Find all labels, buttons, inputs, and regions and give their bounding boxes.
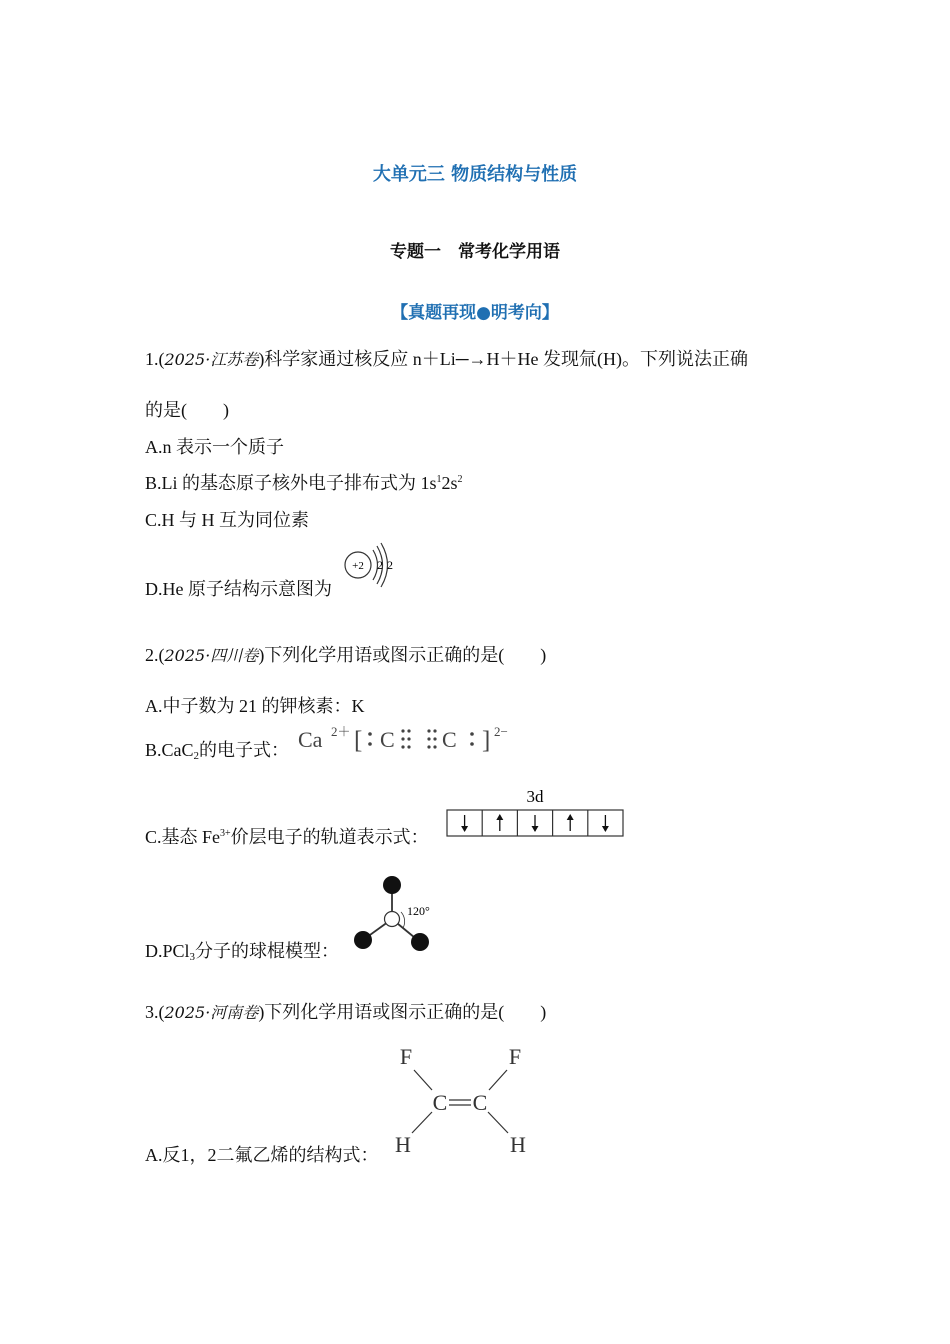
q2-option-c [145, 823, 429, 849]
cac2-cation-charge: 2＋ [331, 724, 351, 739]
cac2-anion-charge: 2− [494, 724, 508, 739]
q2-option-b-text: B.CaC [145, 740, 194, 760]
he-shell2-label: 2 [387, 558, 393, 572]
q1-option-b-mid: 2s [441, 473, 458, 493]
q1-option-b [145, 469, 463, 495]
q2-option-a: A.中子数为 21 的钾核素：K [145, 696, 365, 716]
q2-option-d-text: D.PCl [145, 941, 190, 961]
q1-option-b-sup1: 1 [436, 474, 442, 485]
orbital-arrow-up [496, 814, 503, 831]
angle-label: 120° [407, 904, 430, 918]
q1-stem-cont: 的是( ) [145, 400, 229, 420]
cac2-electron-formula [298, 722, 528, 756]
q2-option-b [145, 736, 289, 762]
pcl3-ball-stick-model [350, 872, 442, 956]
q3-stem [145, 998, 546, 1024]
unit-title: 大单元三 物质结构与性质 [372, 164, 578, 185]
q3-stem-text: )下列化学用语或图示正确的是( ) [258, 1002, 547, 1022]
atom-h1: H [395, 1132, 411, 1157]
orbital-arrow-down [461, 815, 468, 832]
q2-option-d [145, 937, 339, 963]
atom-h2: H [510, 1132, 526, 1157]
orbital-arrow-down [602, 815, 609, 832]
q2-option-d-post: 分子的球棍模型： [195, 941, 340, 961]
q2-option-c-sup: 3+ [220, 828, 231, 839]
q1-option-b-sup2: 2 [457, 474, 463, 485]
q2-option-b-post: 的电子式： [199, 740, 290, 760]
atom-c2: C [472, 1090, 488, 1115]
q2-stem-text: )下列化学用语或图示正确的是( ) [258, 645, 547, 665]
q3-number: 3.( [145, 1002, 165, 1022]
cac2-bracket-right: ] [482, 727, 491, 754]
q2-option-d-sub: 3 [189, 951, 196, 963]
q2-number: 2.( [145, 645, 165, 665]
topic-title: 专题一 常考化学用语 [390, 242, 560, 262]
he-nucleus-label: +2 [352, 560, 364, 572]
section-title: 【真题再现●明考向】 [391, 303, 559, 323]
cac2-bracket-left: [ [354, 727, 363, 754]
q1-source: 2025·江苏卷 [164, 350, 259, 369]
orbital-arrow-down [532, 815, 539, 832]
cac2-ca: Ca [298, 727, 323, 752]
atom-f2: F [508, 1044, 522, 1069]
he-atom-diagram [342, 542, 402, 588]
q1-option-a: A.n 表示一个质子 [145, 437, 284, 457]
q2-option-c-post: 价层电子的轨道表示式： [230, 827, 429, 847]
q1-option-b-text: B.Li 的基态原子核外电子排布式为 1s [145, 473, 437, 493]
cac2-carbon1: C [380, 727, 395, 752]
fe3-orbital-diagram [445, 784, 627, 840]
he-shell1-label: 2 [377, 558, 383, 572]
atom-f1: F [399, 1044, 413, 1069]
q2-stem [145, 641, 546, 667]
orbital-arrow-up [567, 814, 574, 831]
q2-source: 2025·四川卷 [164, 646, 259, 665]
atom-c1: C [432, 1090, 448, 1115]
q3-source: 2025·河南卷 [164, 1003, 259, 1022]
orbital-label: 3d [526, 787, 544, 806]
q2-option-c-text: C.基态 Fe [145, 827, 221, 847]
q1-option-c: C.H 与 H 互为同位素 [145, 510, 310, 530]
q1-stem-text: )科学家通过核反应 n＋Li─→H＋He 发现氚(H)。下列说法正确 [258, 349, 749, 369]
q2-option-b-sub: 2 [193, 750, 200, 762]
q3-option-a: A.反1，2二氟乙烯的结构式： [145, 1145, 379, 1165]
q1-number: 1.( [145, 349, 165, 369]
difluoroethylene-structure [388, 1040, 533, 1162]
q1-stem [145, 345, 748, 371]
q1-option-d: D.He 原子结构示意图为 [145, 579, 332, 599]
cac2-carbon2: C [442, 727, 457, 752]
